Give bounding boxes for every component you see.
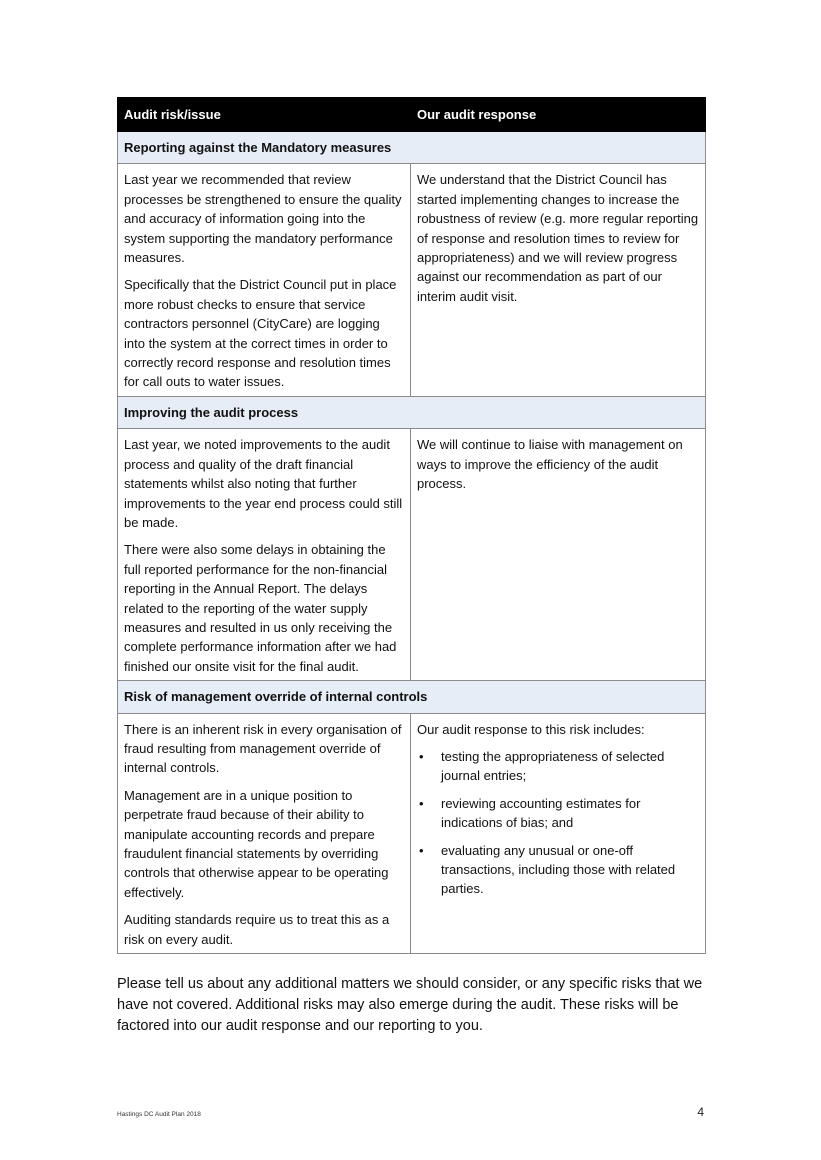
closing-paragraph: Please tell us about any additional matters we should consider, or any specific risks that we have not covered. Additional risks may also emerge during the audit. These risks will be factored into our audit response and our reporting to you. bbox=[117, 976, 703, 1034]
risk-paragraph: Auditing standards require us to treat this as a risk on every audit. bbox=[124, 912, 390, 947]
section-title: Risk of management override of internal controls bbox=[118, 681, 706, 713]
list-item-text: testing the appropriateness of selected journal entries; bbox=[441, 748, 665, 784]
risk-paragraph: Last year, we noted improvements to the audit process and quality of the draft financial statements whilst also noting that further improvements to the year end process could still be made. bbox=[124, 437, 403, 530]
risk-cell bbox=[118, 713, 411, 953]
response-cell bbox=[411, 164, 706, 396]
risk-paragraph: Last year we recommended that review processes be strengthened to ensure the quality and accuracy of information going into the system supporting the mandatory performance measures. bbox=[124, 172, 402, 266]
response-paragraph: We will continue to liaise with management on ways to improve the efficiency of the audit process. bbox=[417, 437, 683, 492]
bullet-icon: • bbox=[419, 795, 424, 811]
table-row bbox=[118, 429, 706, 681]
response-bullet-list bbox=[417, 747, 699, 899]
section-title: Reporting against the Mandatory measures bbox=[118, 132, 706, 164]
risk-paragraph: Management are in a unique position to perpetrate fraud because of their ability to manipulate accounting records and prepare fraudulent financial statements by overriding controls that otherwise appear to be operating effectively. bbox=[124, 787, 389, 900]
response-intro: Our audit response to this risk includes: bbox=[417, 721, 645, 737]
response-cell bbox=[411, 713, 706, 953]
bullet-icon: • bbox=[419, 748, 424, 764]
list-item-text: evaluating any unusual or one-off transactions, including those with related parties. bbox=[441, 842, 676, 897]
response-cell bbox=[411, 429, 706, 681]
list-item-text: reviewing accounting estimates for indications of bias; and bbox=[441, 795, 641, 831]
section-row bbox=[118, 132, 706, 164]
list-item bbox=[417, 747, 699, 786]
section-title: Improving the audit process bbox=[118, 396, 706, 428]
response-paragraph: We understand that the District Council has started implementing changes to increase the robustness of review (e.g. more regular reporting of response and resolution times to review for appropriateness) and we will review progress against our recommendation as part of our interim audit visit. bbox=[417, 172, 699, 304]
risk-paragraph: There is an inherent risk in every organisation of fraud resulting from management override of internal controls. bbox=[124, 721, 402, 776]
risk-cell bbox=[118, 429, 411, 681]
risk-cell bbox=[118, 164, 411, 396]
header-audit-response: Our audit response bbox=[411, 98, 706, 132]
risk-paragraph: There were also some delays in obtaining the full reported performance for the non-financial reporting in the Annual Report. The delays related to the reporting of the water supply measures and resulted in us only receiving the complete performance information after we had finished our onsite visit for the final audit. bbox=[124, 542, 397, 674]
audit-risk-table bbox=[117, 97, 706, 954]
footer-document-title: Hastings DC Audit Plan 2018 bbox=[117, 1111, 201, 1118]
list-item bbox=[417, 794, 699, 833]
table-header-row bbox=[118, 98, 706, 132]
bullet-icon: • bbox=[419, 842, 424, 858]
header-audit-risk: Audit risk/issue bbox=[118, 98, 411, 132]
footer-page-number: 4 bbox=[697, 1105, 704, 1119]
table-row bbox=[118, 164, 706, 396]
list-item bbox=[417, 841, 699, 899]
risk-paragraph: Specifically that the District Council put in place more robust checks to ensure that service contractors personnel (CityCare) are logging into the system at the correct times in order to correctly record response and resolution times for call outs to water issues. bbox=[124, 277, 397, 390]
table-row bbox=[118, 713, 706, 953]
section-row bbox=[118, 396, 706, 428]
section-row bbox=[118, 681, 706, 713]
